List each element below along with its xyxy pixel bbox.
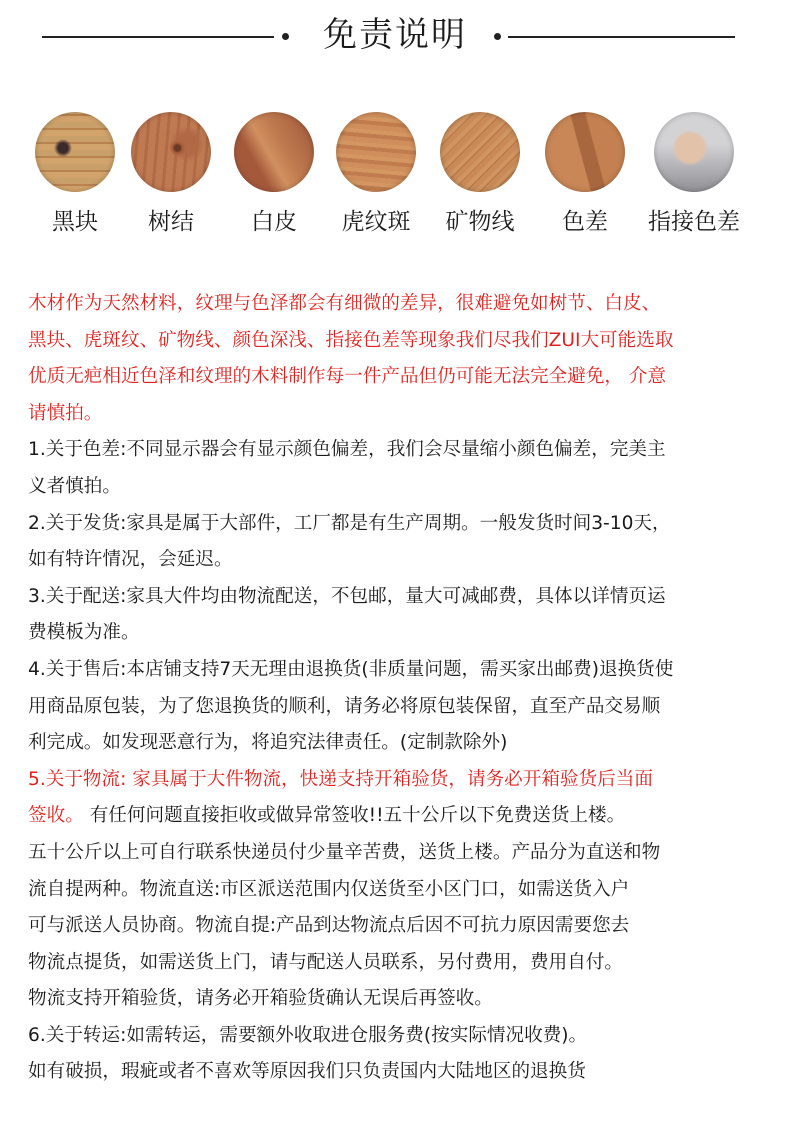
mineral-streak-wood-icon <box>440 112 520 192</box>
header <box>0 0 790 70</box>
swatch-label: 黑块 <box>52 209 98 235</box>
logistics-highlight: 5.关于物流: 家具属于大件物流，快递支持开箱验货，请务必开箱验货后当面 签收。 <box>28 768 653 827</box>
header-dot-right <box>494 33 501 40</box>
swatch-tiger-stripe <box>326 112 426 240</box>
swatch-tree-knot <box>121 112 221 240</box>
swatch-sapwood <box>224 112 324 240</box>
sapwood-wood-icon <box>234 112 314 192</box>
swatch-label: 白皮 <box>251 209 297 235</box>
finger-joint-wood-icon <box>654 112 734 192</box>
tree-knot-wood-icon <box>131 112 211 192</box>
swatch-black-knot <box>25 112 125 240</box>
logistics-details: 有任何问题直接拒收或做异常签收!!五十公斤以下免费送货上楼。 五十公斤以上可自行联系快递员付少量辛苦费，送货上楼。产品分为直送和物 流自提两种。物流直送:市区派送范围内仅送货至小区门口，如需送货入户 可与派送人员协商。物流自提:产品到达物流点后因不可抗力原因需要您去 物流点提货，如需送货上门，请与配送人员联系，另付费用，费用自付。 物流支持开箱验货，请务必开箱验货确认无误后再签收。 <box>28 805 661 1010</box>
swatch-label: 虎纹斑 <box>341 209 411 235</box>
swatch-label: 色差 <box>562 209 608 235</box>
swatch-label: 指接色差 <box>648 209 740 235</box>
disclaimer-body <box>28 286 768 1091</box>
color-difference-wood-icon <box>545 112 625 192</box>
page-title: 免责说明 <box>323 15 467 55</box>
intro-paragraph: 木材作为天然材料，纹理与色泽都会有细微的差异，很难避免如树节、白皮、 黑块、虎斑纹、矿物线、颜色深浅、指接色差等现象我们尽我们ZUI大可能选取 优质无疤相近色泽和纹理的木料制作每一件产品但仍可能无法完全避免， 介意 请慎拍。 <box>28 293 674 424</box>
item-shipping: 2.关于发货:家具是属于大部件，工厂都是有生产周期。一般发货时间3-10天， 如有特许情况，会延迟。 <box>28 512 671 571</box>
item-delivery: 3.关于配送:家具大件均由物流配送，不包邮，量大可减邮费，具体以详情页运 费模板为准。 <box>28 585 666 644</box>
swatch-color-difference <box>535 112 635 240</box>
swatch-label: 树结 <box>148 209 194 235</box>
item-after-sales: 4.关于售后:本店铺支持7天无理由退换货(非质量问题，需买家出邮费)退换货使 用商品原包装，为了您退换货的顺利，请务必将原包装保留，直至产品交易顺 利完成。如发现恶意行为，将追究法律责任。(定制款除外) <box>28 658 674 754</box>
tiger-stripe-wood-icon <box>336 112 416 192</box>
item-transfer: 6.关于转运:如需转运，需要额外收取进仓服务费(按实际情况收费)。 如有破损，瑕疵或者不喜欢等原因我们只负责国内大陆地区的退换货 <box>28 1024 588 1083</box>
header-dot-left <box>282 33 289 40</box>
swatch-label: 矿物线 <box>445 209 515 235</box>
swatch-finger-joint <box>644 112 744 240</box>
item-logistics <box>28 762 768 1018</box>
header-divider-left <box>42 36 274 38</box>
black-knot-wood-icon <box>35 112 115 192</box>
item-color-difference: 1.关于色差:不同显示器会有显示颜色偏差，我们会尽量缩小颜色偏差，完美主 义者慎拍。 <box>28 439 666 497</box>
swatch-mineral-streak <box>430 112 530 240</box>
wood-defect-swatches <box>0 112 790 252</box>
header-divider-right <box>508 36 735 38</box>
